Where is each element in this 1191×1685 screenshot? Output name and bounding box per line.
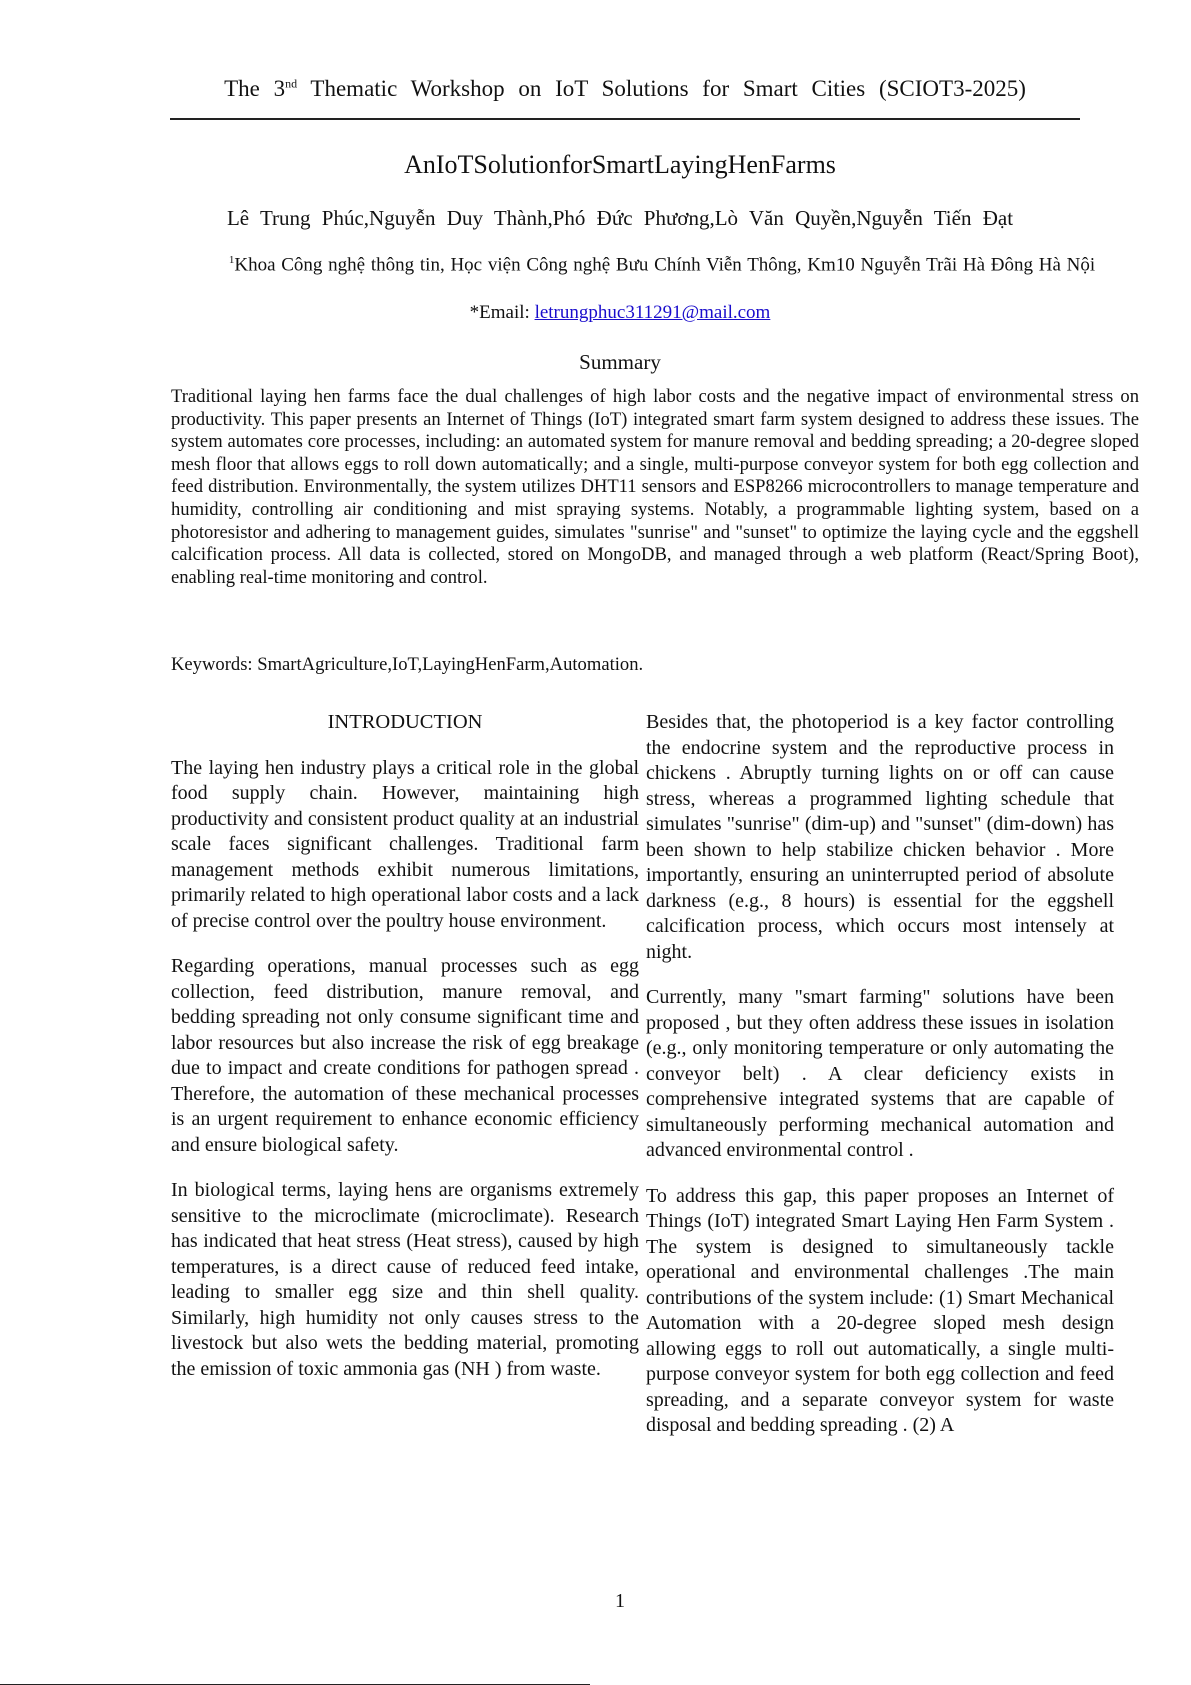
intro-paragraph-6: To address this gap, this paper proposes an Internet of Things (IoT) integrated Smart Laying Hen Farm System . The system is designed to simultaneously tackle operational and environmental challenges .The main contributions of the system include: (1) Smart Mechanical Automation with a 20-degree sloped mesh design allowing eggs to roll out automatically, a single multi-purpose conveyor system for both egg collection and feed spreading, and a separate conveyor system for waste disposal and bedding spreading . (2) A — [646, 1184, 1114, 1436]
paper-title: AnIoTSolutionforSmartLayingHenFarms — [404, 150, 836, 179]
author-list: Lê Trung Phúc,Nguyễn Duy Thành,Phó Đức Phương,Lò Văn Quyền,Nguyễn Tiến Đạt — [226, 206, 1014, 230]
running-header — [170, 76, 1080, 102]
summary-text: Traditional laying hen farms face the dual challenges of high labor costs and the negative impact of environmental stress on productivity. This paper presents an Internet of Things (IoT) integrated smart farm system designed to address these issues. The system automates core processes, including: an automated system for manure removal and bedding spreading; a 20-degree sloped mesh floor that allows eggs to roll down automatically; and a single, multi-purpose conveyor system for both egg collection and feed distribution. Environmentally, the system utilizes DHT11 sensors and ESP8266 microcontrollers to manage temperature and humidity, controlling air conditioning and mist spraying systems. Notably, a programmable lighting system, based on a photoresistor and adhering to management guides, simulates "sunrise" and "sunset" to optimize the laying cycle and the eggshell calcification process. All data is collected, stored on MongoDB, and managed through a web platform (React/Spring Boot), enabling real-time monitoring and control. — [171, 386, 1139, 588]
left-column — [171, 710, 639, 1402]
summary-heading: Summary — [579, 350, 661, 374]
email-label: *Email: — [469, 302, 535, 323]
intro-paragraph-4: Besides that, the photoperiod is a key factor controlling the endocrine system and the reproductive process in chickens . Abruptly turning lights on or off can cause stress, whereas a programmed lighting schedule that simulates "sunrise" (dim-up) and "sunset" (dim-down) has been shown to help stabilize chicken behavior . More importantly, ensuring an uninterrupted period of absolute darkness (e.g., 8 hours) is essential for the eggshell calcification process, which occurs most intensely at night. — [646, 711, 1114, 963]
affiliation-text: Khoa Công nghệ thông tin, Học viện Công nghệ Bưu Chính Viễn Thông, Km10 Nguyễn Trãi Hà Đông Hà Nội — [234, 254, 1096, 276]
header-prefix: The 3 — [224, 76, 286, 101]
intro-paragraph-5: Currently, many "smart farming" solutions have been proposed , but they often address these issues in isolation (e.g., only monitoring temperature or only automating the conveyor belt) . A clear deficiency exists in comprehensive integrated systems that are capable of simultaneously performing mechanical automation and advanced environmental control . — [646, 986, 1114, 1161]
header-rule — [170, 118, 1080, 120]
email-line — [0, 302, 1191, 324]
page-number: 1 — [615, 1590, 625, 1612]
email-link[interactable]: letrungphuc311291@mail.com — [534, 302, 771, 323]
keywords: Keywords: SmartAgriculture,IoT,LayingHenFarm,Automation. — [171, 654, 644, 675]
affiliation-marker: 1 — [228, 254, 235, 266]
intro-paragraph-1: The laying hen industry plays a critical role in the global food supply chain. However, maintaining high productivity and consistent product quality at an industrial scale faces significant challenges. Traditional farm management methods exhibit numerous limitations, primarily related to high operational labor costs and a lack of precise control over the poultry house environment. — [171, 756, 639, 932]
introduction-heading: INTRODUCTION — [327, 711, 483, 733]
intro-paragraph-3: In biological terms, laying hens are organisms extremely sensitive to the microclimate (microclimate). Research has indicated that heat stress (Heat stress), caused by high temperatures, is a direct cause of reduced feed intake, leading to smaller egg size and thin shell quality. Similarly, high humidity not only causes stress to the livestock but also wets the bedding material, promoting the emission of toxic ammonia gas (NH ) from waste. — [171, 1179, 639, 1380]
right-column — [646, 710, 1114, 1459]
header-rest: Thematic Workshop on IoT Solutions for Smart Cities (SCIOT3-2025) — [297, 76, 1026, 101]
intro-paragraph-2: Regarding operations, manual processes such as egg collection, feed distribution, manure removal, and bedding spreading not only consume significant time and labor resources but also increase the risk of egg breakage due to impact and create conditions for pathogen spread . Therefore, the automation of these mechanical processes is an urgent requirement to enhance economic efficiency and ensure biological safety. — [171, 955, 639, 1156]
header-ordinal: nd — [285, 76, 298, 91]
affiliation — [172, 254, 1152, 276]
